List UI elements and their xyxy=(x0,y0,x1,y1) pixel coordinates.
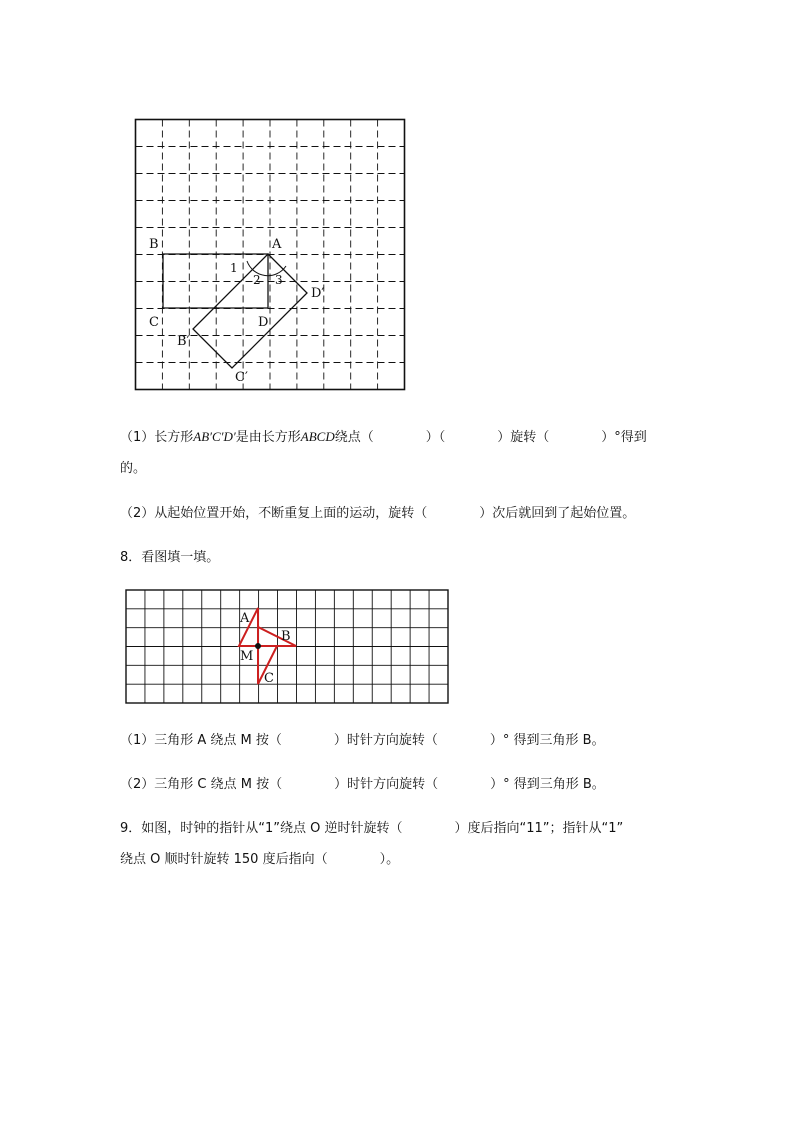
label-b-prime: B′ xyxy=(177,334,190,349)
label-b2: B xyxy=(281,629,291,644)
point-m xyxy=(255,643,261,649)
q9-line2: 绕点 O 顺时针旋转 150 度后指向（ ）。 xyxy=(120,852,400,867)
label-a: A xyxy=(272,237,282,252)
q8-line1: （1）三角形 A 绕点 M 按（ ）时针方向旋转（ ）° 得到三角形 B。 xyxy=(120,733,605,748)
angle-label-3: 3 xyxy=(275,273,283,287)
q7-part2: （2）从起始位置开始，不断重复上面的运动，旋转（ ）次后就回到了起始位置。 xyxy=(120,506,636,521)
label-m: M xyxy=(240,649,254,664)
triangle-grid-figure xyxy=(124,588,450,706)
label-c2: C xyxy=(264,671,274,686)
label-d-prime: D′ xyxy=(311,286,325,301)
q8-line2: （2）三角形 C 绕点 M 按（ ）时针方向旋转（ ）° 得到三角形 B。 xyxy=(120,777,605,792)
angle-label-1: 1 xyxy=(230,261,238,275)
label-d: D xyxy=(258,315,269,330)
angle-label-2: 2 xyxy=(253,273,261,287)
q7-part1: （1）长方形AB′C′D′是由长方形ABCD绕点（ ）（ ）旋转（ ）°得到 xyxy=(120,429,647,445)
label-c: C xyxy=(149,315,159,330)
label-c-prime: C′ xyxy=(235,370,248,385)
rectangle-ab-c-d-prime xyxy=(193,254,307,368)
label-a2: A xyxy=(240,611,250,626)
q9-line1: 9．如图，时钟的指针从“1”绕点 O 逆时针旋转（ ）度后指向“11”；指针从“1” xyxy=(120,821,624,836)
q7-part1-wrap: 的。 xyxy=(120,461,147,476)
label-b: B xyxy=(149,237,159,252)
q8-title: 8．看图填一填。 xyxy=(120,550,220,565)
rotation-grid-figure xyxy=(130,116,410,394)
